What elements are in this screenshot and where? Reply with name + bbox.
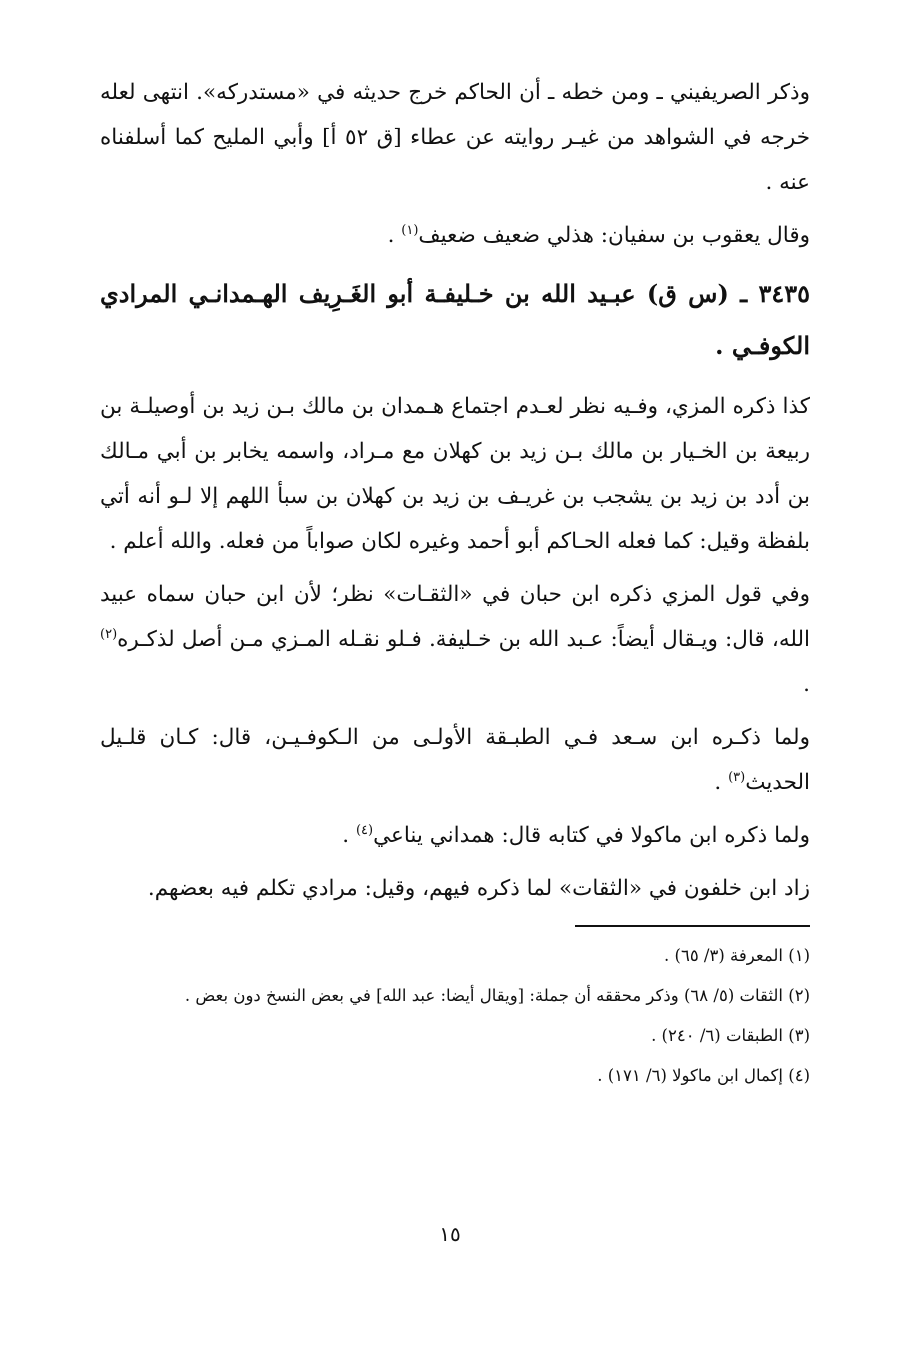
page-number: ١٥ (439, 1222, 461, 1246)
paragraph-ibn-sad (100, 715, 810, 805)
footnote-4: (٤) إكمال ابن ماكولا (٦/ ١٧١) . (597, 1066, 810, 1085)
paragraph-yaqub-ibn-sufyan (100, 213, 810, 258)
paragraph-tail: . (387, 223, 402, 248)
paragraph-tail: . (803, 672, 810, 697)
footnote-ref: (١) (401, 222, 419, 238)
footnote-divider (575, 925, 810, 927)
footnote-ref: (٣) (728, 769, 746, 785)
footnote-3: (٣) الطبقات (٦/ ٢٤٠) . (651, 1026, 810, 1045)
paragraph-hakim-mustadrak (100, 70, 810, 205)
entry-heading: ٣٤٣٥ ـ (س ق) عبـيد الله بن خـليفـة أبو الغَـرِيف الهـمدانـي المرادي الكوفـي . (100, 279, 810, 360)
paragraph-ibn-makula (100, 813, 810, 858)
paragraph-text: وذكر الصريفيني ـ ومن خطه ـ أن الحاكم خرج حديثه في «مستدركه». انتهى لعله خرجه في الشواهد من غيـر روايته عن عطاء [ق ٥٢ أ] وأبي المليح كما أسلفناه عنه . (100, 80, 810, 195)
paragraph-text: وقال يعقوب بن سفيان: هذلي ضعيف ضعيف (418, 223, 810, 248)
footnote-ref: (٢) (100, 626, 118, 642)
paragraph-mizzi-critique (100, 384, 810, 564)
paragraph-tail: . (342, 823, 356, 848)
paragraph-text: ولما ذكـره ابن سـعد فـي الطبـقة الأولـى من الـكوفـيـن، قال: كـان قلـيل الحديث (100, 725, 810, 795)
footnote-ref: (٤) (355, 822, 374, 838)
footnote-1: (١) المعرفة (٣/ ٦٥) . (664, 946, 810, 965)
page-body (100, 70, 810, 1101)
paragraph-text: وفي قول المزي ذكره ابن حبان في «الثقـات» نظر؛ لأن ابن حبان سماه عبيد الله، قال: ويـقال أيضاً: عـبد الله بن خـليفة. فـلو نقـله المـزي مـن أصل لذكـره (100, 582, 810, 652)
paragraph-ibn-hibban (100, 572, 810, 707)
paragraph-text: ولما ذكره ابن ماكولا في كتابه قال: همداني يناعي (373, 823, 810, 848)
footnote-2: (٢) الثقات (٥/ ٦٨) وذكر محققه أن جملة: [ويقال أيضا: عبد الله] في بعض النسخ دون بعض . (184, 986, 810, 1005)
paragraph-ibn-khalfun (100, 866, 810, 911)
paragraph-text: كذا ذكره المزي، وفـيه نظر لعـدم اجتماع هـمدان بن مالك بـن زيد بن أوصيلـة بن ربيعة بن الخـيار بن مالك بـن زيد بن كهلان مع مـراد، واسمه يخابر بن أبي مـالك بن أدد بن زيد بن يشجب بن غريـف بن زيد بن كهلان بن سبأ اللهم إلا لـو أنه أتي بلفظة وقيل: كما فعله الحـاكم أبو أحمد وغيره لكان صواباً من فعله. والله أعلم . (100, 394, 810, 554)
paragraph-tail: . (714, 770, 729, 795)
paragraph-text: زاد ابن خلفون في «الثقات» لما ذكره فيهم، وقيل: مرادي تكلم فيه بعضهم. (147, 876, 810, 901)
